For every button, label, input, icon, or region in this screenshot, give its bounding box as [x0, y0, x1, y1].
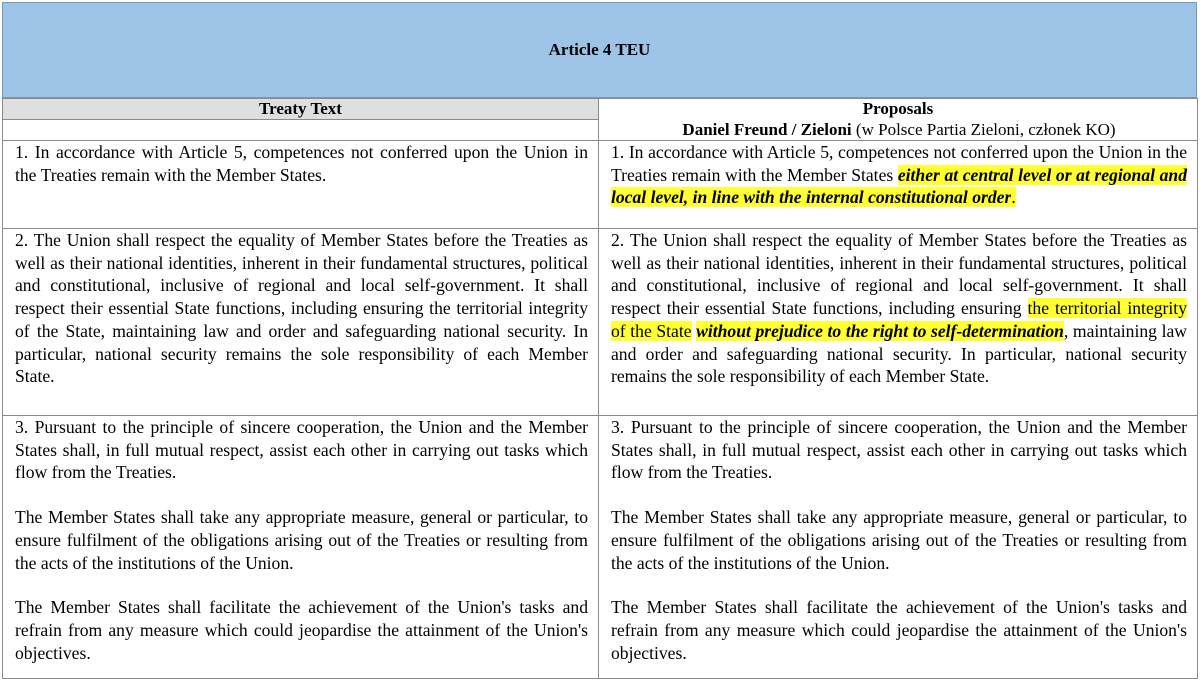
treaty-text-cell	[3, 229, 599, 416]
proposer-row	[3, 120, 1198, 141]
proposer-name: Daniel Freund / Zieloni	[682, 119, 852, 139]
paragraph: 2. The Union shall respect the equality of Member States before the Treaties as well as their national identities, inherent in their fundamental structures, political and constitutional, inclusive of regional and local self-government. It shall respect their essential State functions, including ensuring the territorial integrity of the State, maintaining law and order and safeguarding national security. In particular, national security remains the sole responsibility of each Member State.	[15, 230, 588, 387]
highlighted-amendment: either at central level or at regional and local level, in line with the internal constitutional order	[611, 164, 1187, 208]
highlighted-amendment: without prejudice to the right to self-determination	[696, 320, 1064, 341]
column-header-proposals: Proposals	[599, 99, 1198, 120]
column-header-treaty-text: Treaty Text	[3, 99, 599, 120]
text: .	[1011, 187, 1016, 208]
proposal-cell	[599, 229, 1198, 416]
paragraph: 1. In accordance with Article 5, competences not conferred upon the Union in the Treaties remain with the Member States.	[15, 142, 588, 185]
document	[2, 2, 1197, 679]
paragraph: The Member States shall facilitate the achievement of the Union's tasks and refrain from any measure which could jeopardise the attainment of the Union's objectives.	[611, 597, 1187, 663]
paragraph: The Member States shall take any appropriate measure, general or particular, to ensure fulfilment of the obligations arising out of the Treaties or resulting from the acts of the institutions of the Union.	[15, 507, 588, 573]
paragraph: 3. Pursuant to the principle of sincere cooperation, the Union and the Member States shall, in full mutual respect, assist each other in carrying out tasks which flow from the Treaties.	[611, 417, 1187, 483]
header-row	[3, 99, 1198, 120]
table-row	[3, 229, 1198, 416]
paragraph: The Member States shall facilitate the achievement of the Union's tasks and refrain from any measure which could jeopardise the attainment of the Union's objectives.	[15, 597, 588, 663]
proposal-cell	[599, 416, 1198, 679]
highlighted-text: the territorial integrity of the State	[611, 298, 1187, 341]
table-row	[3, 141, 1198, 229]
treaty-text-cell	[3, 416, 599, 679]
proposer-note: (w Polsce Partia Zieloni, członek KO)	[851, 119, 1116, 139]
proposal-cell	[599, 141, 1198, 229]
paragraph: 3. Pursuant to the principle of sincere cooperation, the Union and the Member States shall, in full mutual respect, assist each other in carrying out tasks which flow from the Treaties.	[15, 417, 588, 483]
page-title: Article 4 TEU	[548, 40, 651, 59]
comparison-table	[2, 98, 1198, 679]
paragraph: The Member States shall take any appropriate measure, general or particular, to ensure fulfilment of the obligations arising out of the Treaties or resulting from the acts of the institutions of the Union.	[611, 507, 1187, 573]
paragraph	[611, 141, 1187, 209]
text: 1. In accordance with Article 5, competences not conferred upon the Union in the Treaties remain with the Member States	[611, 142, 1187, 185]
title-bar	[2, 2, 1197, 98]
text: , maintaining law and order and safeguarding national security. In particular, national security remains the sole responsibility of each Member State.	[611, 320, 1187, 387]
table-row	[3, 416, 1198, 679]
text: 2. The Union shall respect the equality of Member States before the Treaties as well as their national identities, inherent in their fundamental structures, political and constitutional, inclusive of regional and local self-government. It shall respect their essential State functions, including ensuring	[611, 230, 1187, 319]
paragraph	[611, 229, 1187, 388]
proposer-empty-cell	[3, 120, 599, 141]
treaty-text-cell	[3, 141, 599, 229]
proposer-cell	[599, 120, 1198, 141]
